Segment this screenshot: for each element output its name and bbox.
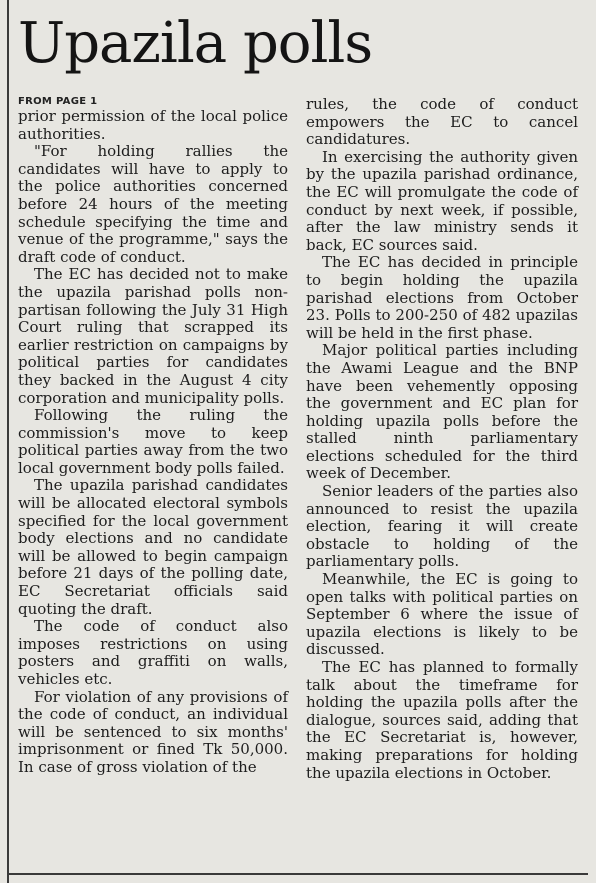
paragraph: Meanwhile, the EC is going to open talks with political parties on September 6 where the issue of upazila elections is likely to be discussed. <box>306 570 578 659</box>
paragraph: The EC has decided not to make the upazila parishad polls non-partisan following the July 31 High Court ruling that scrapped its earlier restriction on campaigns by political parties for candidates they backed in the August 4 city corporation and municipality polls. <box>18 265 288 407</box>
bottom-rule <box>7 873 588 875</box>
paragraph: The EC has planned to formally talk about the timeframe for holding the upazila polls after the dialogue, sources said, adding that the EC Secretariat is, however, making preparations for holding the upazila elections in October. <box>306 658 578 782</box>
headline: Upazila polls <box>18 11 373 76</box>
paragraph: The EC has decided in principle to begin holding the upazila parishad elections from October 23. Polls to 200-250 of 482 upazilas will be held in the first phase. <box>306 253 578 342</box>
paragraph: For violation of any provisions of the code of conduct, an individual will be sentenced to six months' imprisonment or fined Tk 50,000. In case of gross violation of the <box>18 687 288 776</box>
left-column <box>18 96 288 777</box>
paragraph: The upazila parishad candidates will be allocated electoral symbols specified for the local government body elections and no candidate will be allowed to begin campaign before 21 days of the polling date, EC Secretariat officials said quoting the draft. <box>18 476 288 618</box>
paragraph: Major political parties including the Awami League and the BNP have been vehemently opposing the government and EC plan for holding upazila polls before the stalled ninth parliamentary elections scheduled for the third week of December. <box>306 341 578 483</box>
kicker-from-page: FROM PAGE 1 <box>18 96 98 107</box>
paragraph: rules, the code of conduct empowers the EC to cancel candidatures. <box>306 95 578 149</box>
paragraph: Senior leaders of the parties also announced to resist the upazila election, fearing it will create obstacle to holding of the parliamentary polls. <box>306 482 578 571</box>
paragraph: prior permission of the local police authorities. <box>18 107 288 143</box>
left-column-rule <box>7 0 9 883</box>
paragraph: Following the ruling the commission's move to keep political parties away from the two local government body polls failed. <box>18 406 288 477</box>
paragraph: The code of conduct also imposes restrictions on using posters and graffiti on walls, vehicles etc. <box>18 617 288 688</box>
paragraph: In exercising the authority given by the upazila parishad ordinance, the EC will promulgate the code of conduct by next week, if possible, after the law ministry sends it back, EC sources said. <box>306 147 578 254</box>
paragraph: "For holding rallies the candidates will have to apply to the police authorities concerned before 24 hours of the meeting schedule specifying the time and venue of the programme," says the draft code of conduct. <box>18 142 288 266</box>
right-column <box>306 96 578 782</box>
